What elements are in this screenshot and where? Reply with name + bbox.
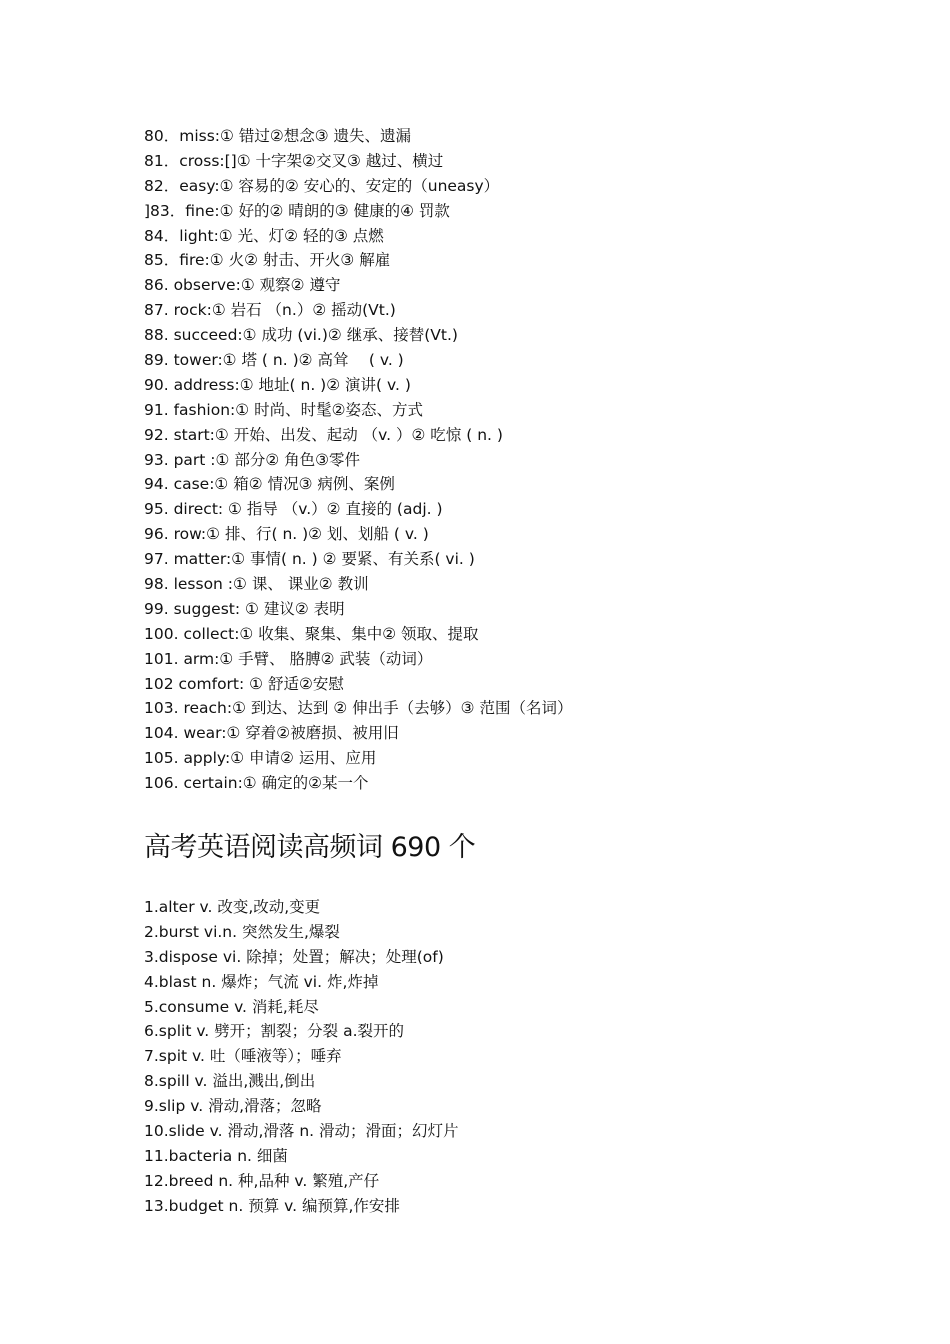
list-item: 93. part :① 部分② 角色③零件 — [144, 450, 361, 469]
list-item: 104. wear:① 穿着②被磨损、被用旧 — [144, 724, 399, 743]
list-item: 13.budget n. 预算 v. 编预算,作安排 — [144, 1196, 400, 1215]
list-item: 84．light:① 光、灯② 轻的③ 点燃 — [144, 226, 384, 245]
list-item: 81．cross:[]① 十字架②交叉③ 越过、横过 — [144, 151, 444, 170]
list-item: ]83．fine:① 好的② 晴朗的③ 健康的④ 罚款 — [144, 201, 450, 220]
list-item: 96. row:① 排、行( n. )② 划、划船 ( v. ) — [144, 525, 429, 544]
list-item: 90. address:① 地址( n. )② 演讲( v. ) — [144, 375, 411, 394]
list-item: 7.spit v. 吐（唾液等）；唾弃 — [144, 1047, 342, 1066]
list-item: 9.slip v. 滑动,滑落；忽略 — [144, 1097, 322, 1116]
list-item: 5.consume v. 消耗,耗尽 — [144, 997, 319, 1016]
list-item: 95. direct: ① 指导 （v.）② 直接的 (adj. ) — [144, 500, 443, 519]
list-item: 89. tower:① 塔 ( n. )② 高耸 ( v. ) — [144, 351, 404, 370]
list-item: 82．easy:① 容易的② 安心的、安定的（uneasy） — [144, 176, 500, 195]
list-item: 8.spill v. 溢出,溅出,倒出 — [144, 1072, 316, 1091]
list-item: 88. succeed:① 成功 (vi.)② 继承、接替(Vt.) — [144, 326, 458, 345]
list-item: 94. case:① 箱② 情况③ 病例、案例 — [144, 475, 395, 494]
list-item: 10.slide v. 滑动,滑落 n. 滑动；滑面；幻灯片 — [144, 1122, 459, 1141]
list-item: 100. collect:① 收集、聚集、集中② 领取、提取 — [144, 624, 479, 643]
list-item: 12.breed n. 种,品种 v. 繁殖,产仔 — [144, 1171, 380, 1190]
high-frequency-word-list — [144, 895, 904, 1219]
list-item: 3.dispose vi. 除掉；处置；解决；处理(of) — [144, 947, 444, 966]
list-item: 105. apply:① 申请② 运用、应用 — [144, 749, 377, 768]
list-item: 80．miss:① 错过②想念③ 遗失、遗漏 — [144, 127, 412, 145]
list-item: 1.alter v. 改变,改动,变更 — [144, 898, 321, 916]
list-item: 2.burst vi.n. 突然发生,爆裂 — [144, 922, 340, 941]
list-item: 98. lesson :① 课、 课业② 教训 — [144, 575, 369, 594]
list-item: 103. reach:① 到达、达到 ② 伸出手（去够）③ 范围（名词） — [144, 699, 573, 718]
list-item: 11.bacteria n. 细菌 — [144, 1146, 288, 1165]
list-item: 4.blast n. 爆炸；气流 vi. 炸,炸掉 — [144, 972, 379, 991]
list-item: 102 comfort: ① 舒适②安慰 — [144, 674, 344, 693]
list-item: 101. arm:① 手臂、 胳膊② 武装（动词） — [144, 649, 433, 668]
list-item: 97. matter:① 事情( n. ) ② 要紧、有关系( vi. ) — [144, 550, 475, 569]
list-item: 99. suggest: ① 建议② 表明 — [144, 599, 345, 618]
list-item: 92. start:① 开始、出发、起动 （v. ）② 吃惊 ( n. ) — [144, 425, 503, 444]
list-item: 6.split v. 劈开；割裂；分裂 a.裂开的 — [144, 1022, 404, 1041]
section-heading: 高考英语阅读高频词 690 个 — [144, 832, 476, 863]
list-item: 91. fashion:① 时尚、时髦②姿态、方式 — [144, 400, 423, 419]
list-item: 86. observe:① 观察② 遵守 — [144, 276, 341, 295]
polysemy-word-list — [144, 124, 904, 796]
list-item: 106. certain:① 确定的②某一个 — [144, 774, 369, 793]
list-item: 85．fire:① 火② 射击、开火③ 解雇 — [144, 251, 391, 270]
list-item: 87. rock:① 岩石 （n.）② 摇动(Vt.) — [144, 301, 396, 320]
